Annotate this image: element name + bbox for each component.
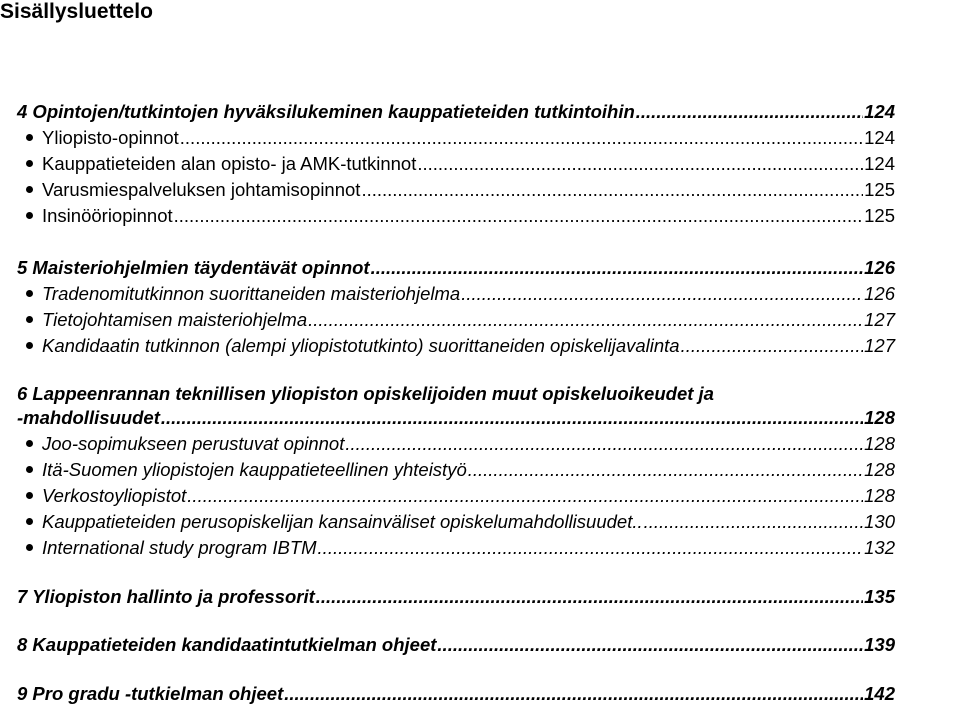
toc-page-number: 128	[864, 459, 895, 480]
toc-item[interactable]	[26, 127, 895, 149]
dot-leader	[187, 485, 863, 507]
toc-heading-text: -mahdollisuudet	[17, 407, 160, 428]
bullet-icon	[26, 290, 33, 297]
toc-item-text: Varusmiespalveluksen johtamisopinnot	[42, 179, 361, 200]
toc-heading-6-line1[interactable]: 6 Lappeenrannan teknillisen yliopiston opiskelijoiden muut opiskeluoikeudet ja	[17, 383, 714, 404]
bullet-icon	[26, 440, 33, 447]
toc-item-text: Insinööriopinnot	[42, 205, 173, 226]
bullet-icon	[26, 186, 33, 193]
toc-item-text: Kauppatieteiden alan opisto- ja AMK-tutkinnot	[42, 153, 417, 174]
toc-page-number: 139	[864, 634, 895, 655]
dot-leader	[174, 205, 864, 227]
dot-leader	[316, 586, 863, 608]
toc-page-number: 124	[864, 127, 895, 148]
toc-heading-7[interactable]	[17, 586, 895, 608]
dot-leader	[468, 459, 863, 481]
bullet-icon	[26, 342, 33, 349]
toc-page-number: 125	[864, 179, 895, 200]
dot-leader	[284, 683, 863, 705]
toc-item[interactable]	[26, 537, 895, 559]
toc-item-text: Joo-sopimukseen perustuvat opinnot	[42, 433, 345, 454]
toc-item[interactable]	[26, 205, 895, 227]
toc-item-text: International study program IBTM	[42, 537, 317, 558]
toc-heading-5[interactable]	[17, 257, 895, 279]
dot-leader	[371, 257, 864, 279]
dot-leader	[681, 335, 864, 357]
toc-page-number: 125	[864, 205, 895, 226]
toc-item-text: Tradenomitutkinnon suorittaneiden maisteriohjelma	[42, 283, 461, 304]
dot-leader	[318, 537, 864, 559]
bullet-icon	[26, 518, 33, 525]
toc-page-number: 128	[864, 433, 895, 454]
bullet-icon	[26, 212, 33, 219]
toc-page-number: 128	[864, 407, 895, 428]
toc-item-text: Kauppatieteiden perusopiskelijan kansainväliset opiskelumahdollisuudet..	[42, 511, 643, 532]
toc-item[interactable]	[26, 153, 895, 175]
toc-item-text: Itä-Suomen yliopistojen kauppatieteellinen yhteistyö	[42, 459, 467, 480]
dot-leader	[161, 407, 863, 429]
page-title: Sisällysluettelo	[0, 0, 153, 23]
toc-page-number: 132	[864, 537, 895, 558]
toc-page-number: 124	[864, 153, 895, 174]
toc-heading-4[interactable]	[17, 101, 895, 123]
toc-page-number: 126	[864, 257, 895, 278]
toc-page-number: 127	[864, 335, 895, 356]
dot-leader	[308, 309, 863, 331]
toc-item[interactable]	[26, 511, 895, 533]
bullet-icon	[26, 160, 33, 167]
toc-page-number: 128	[864, 485, 895, 506]
toc-item[interactable]	[26, 485, 895, 507]
toc-page-number: 130	[864, 511, 895, 532]
toc-item-text: Yliopisto-opinnot	[42, 127, 179, 148]
toc-heading-8[interactable]	[17, 634, 895, 656]
toc-item-text: Verkostoyliopistot	[42, 485, 187, 506]
bullet-icon	[26, 544, 33, 551]
toc-item[interactable]	[26, 459, 895, 481]
toc-heading-text: 8 Kauppatieteiden kandidaatintutkielman ohjeet	[17, 634, 437, 655]
toc-item[interactable]	[26, 179, 895, 201]
bullet-icon	[26, 316, 33, 323]
dot-leader	[461, 283, 863, 305]
dot-leader	[636, 101, 863, 123]
toc-page-number: 124	[864, 101, 895, 122]
dot-leader	[180, 127, 863, 149]
bullet-icon	[26, 134, 33, 141]
toc-heading-text: 4 Opintojen/tutkintojen hyväksilukeminen kauppatieteiden tutkintoihin	[17, 101, 635, 122]
dot-leader	[417, 153, 863, 175]
toc-heading-6[interactable]	[17, 407, 895, 429]
toc-item-text: Kandidaatin tutkinnon (alempi yliopistotutkinto) suorittaneiden opiskelijavalinta	[42, 335, 680, 356]
toc-item-text: Tietojohtamisen maisteriohjelma	[42, 309, 308, 330]
toc-page-number: 127	[864, 309, 895, 330]
toc-item[interactable]	[26, 433, 895, 455]
toc-page-number: 135	[864, 586, 895, 607]
toc-heading-text: 7 Yliopiston hallinto ja professorit	[17, 586, 315, 607]
toc-page-number: 142	[864, 683, 895, 704]
toc-item[interactable]	[26, 335, 895, 357]
toc-item[interactable]	[26, 283, 895, 305]
dot-leader	[345, 433, 863, 455]
toc-item[interactable]	[26, 309, 895, 331]
bullet-icon	[26, 466, 33, 473]
toc-heading-text: 5 Maisteriohjelmien täydentävät opinnot	[17, 257, 370, 278]
dot-leader	[361, 179, 863, 201]
dot-leader	[644, 511, 864, 533]
dot-leader	[437, 634, 863, 656]
toc-heading-9[interactable]	[17, 683, 895, 705]
bullet-icon	[26, 492, 33, 499]
toc-heading-text: 9 Pro gradu -tutkielman ohjeet	[17, 683, 284, 704]
toc-page-number: 126	[864, 283, 895, 304]
